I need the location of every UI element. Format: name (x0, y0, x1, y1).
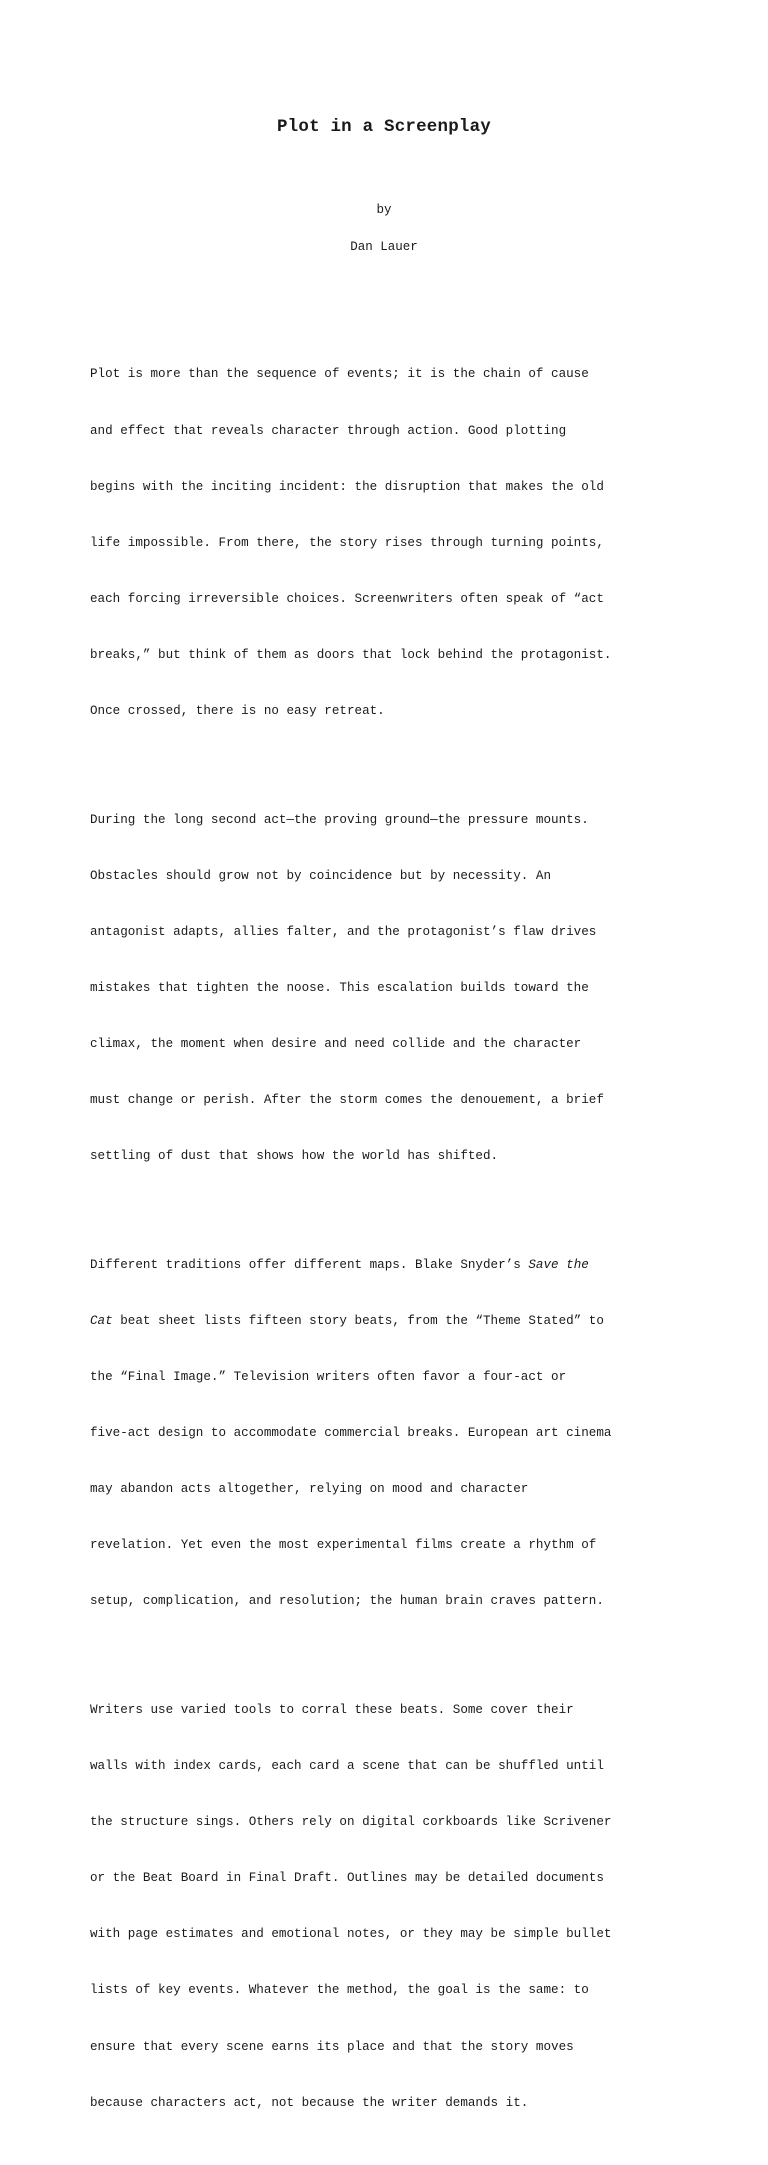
text-line (90, 1256, 690, 1275)
text-line: breaks,” but think of them as doors that lock behind the protagonist. (90, 647, 612, 662)
book-title-italic: Cat (90, 1313, 113, 1328)
book-title-italic: Save the (528, 1257, 589, 1272)
text-line: settling of dust that shows how the world has shifted. (90, 1149, 499, 1164)
byline-by: by (376, 203, 392, 217)
text-run: Different traditions offer different maps. Blake Snyder’s (90, 1257, 529, 1272)
text-line: Obstacles should grow not by coincidence but by necessity. An (90, 868, 552, 883)
paragraph-2 (90, 773, 690, 1203)
text-line: walls with index cards, each card a scene that can be shuffled until (90, 1759, 604, 1774)
text-line: During the long second act—the proving ground—the pressure mounts. (90, 812, 589, 827)
text-line: lists of key events. Whatever the method, the goal is the same: to (90, 1983, 589, 1998)
text-line: climax, the moment when desire and need collide and the character (90, 1037, 582, 1052)
text-line: five-act design to accommodate commercial breaks. European art cinema (90, 1426, 612, 1441)
text-line: Writers use varied tools to corral these beats. Some cover their (90, 1702, 574, 1717)
text-line: and effect that reveals character through action. Good plotting (90, 423, 567, 438)
text-line: antagonist adapts, allies falter, and the protagonist’s flaw drives (90, 924, 597, 939)
text-line: Once crossed, there is no easy retreat. (90, 704, 385, 719)
text-line: must change or perish. After the storm comes the denouement, a brief (90, 1093, 604, 1108)
text-line: begins with the inciting incident: the disruption that makes the old (90, 479, 604, 494)
text-run: beat sheet lists fifteen story beats, from the “Theme Stated” to (112, 1313, 604, 1328)
paragraph-4 (90, 1664, 690, 2150)
paragraph-3 (90, 1218, 690, 1648)
text-line: the structure sings. Others rely on digital corkboards like Scrivener (90, 1815, 612, 1830)
text-line: ensure that every scene earns its place and that the story moves (90, 2039, 574, 2054)
paragraph-1 (90, 328, 690, 758)
text-line: each forcing irreversible choices. Screenwriters often speak of “act (90, 591, 604, 606)
text-line: or the Beat Board in Final Draft. Outlines may be detailed documents (90, 1871, 604, 1886)
text-line: because characters act, not because the writer demands it. (90, 2095, 529, 2110)
text-line: revelation. Yet even the most experimental films create a rhythm of (90, 1538, 597, 1553)
text-line: setup, complication, and resolution; the human brain craves pattern. (90, 1594, 604, 1609)
text-line: may abandon acts altogether, relying on mood and character (90, 1482, 529, 1497)
text-line: life impossible. From there, the story rises through turning points, (90, 535, 604, 550)
body-text (90, 328, 690, 2165)
text-line (90, 1312, 690, 1331)
author-name: Dan Lauer (350, 240, 418, 254)
text-line: with page estimates and emotional notes, or they may be simple bullet (90, 1927, 612, 1942)
text-line: mistakes that tighten the noose. This escalation builds toward the (90, 980, 589, 995)
text-line: Plot is more than the sequence of events; it is the chain of cause (90, 367, 589, 382)
text-line: the “Final Image.” Television writers often favor a four-act or (90, 1369, 567, 1384)
page-title: Plot in a Screenplay (276, 117, 492, 137)
